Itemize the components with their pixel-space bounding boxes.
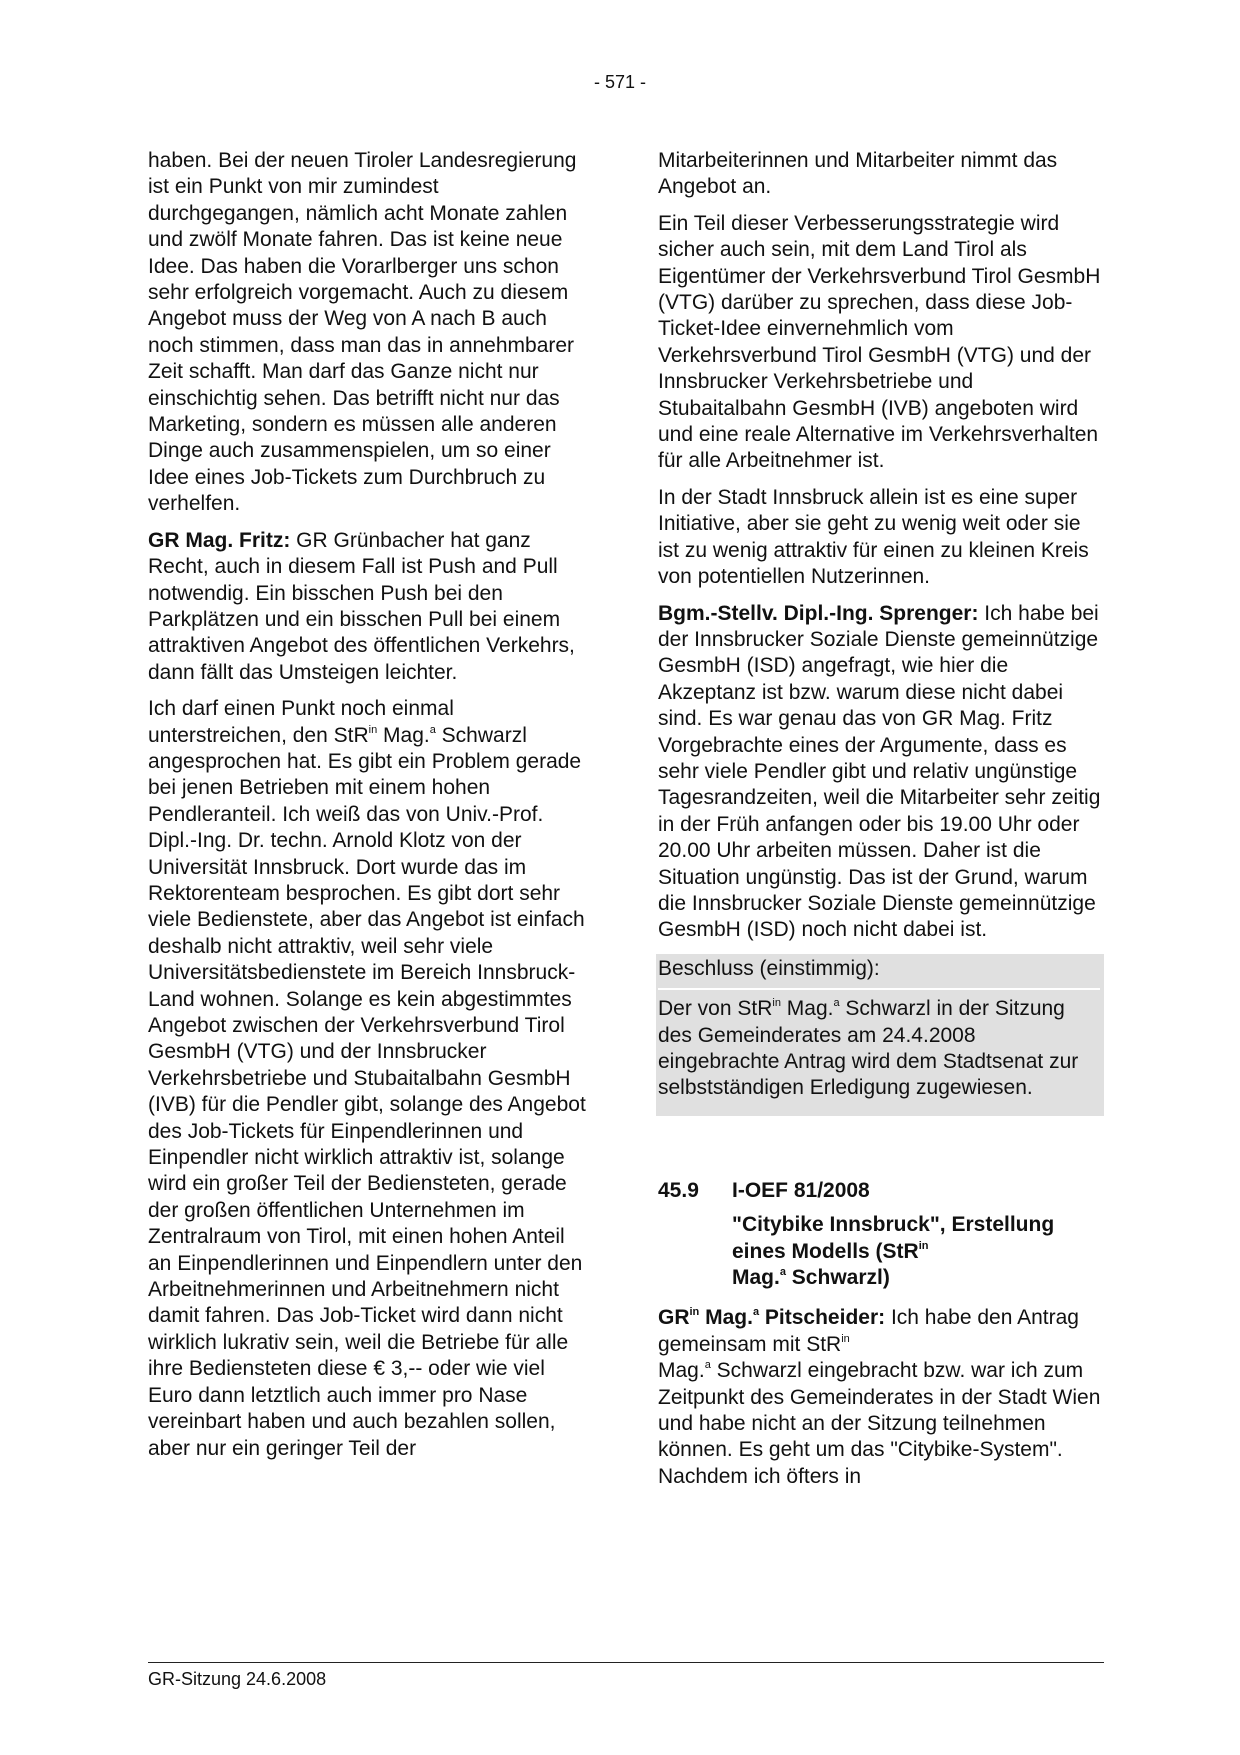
speaker-name: GR Mag. Fritz: xyxy=(148,528,291,552)
text-segment: Mag. xyxy=(732,1266,780,1290)
text-segment: "Citybike Innsbruck", Erstellung eines Modells (StR xyxy=(732,1213,1055,1263)
speech-sprenger xyxy=(658,601,1104,944)
speech-text: GR Grünbacher hat ganz Recht, auch in diesem Fall ist Push and Pull notwendig. Ein bisschen Push bei den Parkplätzen und ein bisschen Pull bei einem attraktiven Angebot des öffentlichen Verkehrs, dann fällt das Umsteigen leichter. xyxy=(148,528,575,684)
right-column xyxy=(658,148,1104,1500)
superscript: in xyxy=(841,1332,850,1345)
superscript: a xyxy=(779,1266,786,1279)
footer-divider xyxy=(148,1662,1104,1663)
decision-heading: Beschluss (einstimmig): xyxy=(658,956,1100,990)
text-segment: Ich habe den Antrag gemeinsam mit StR xyxy=(658,1306,1079,1356)
text-segment: Pitscheider: xyxy=(759,1306,886,1330)
text-segment: Ich darf einen Punkt noch einmal unterstreichen, den StR xyxy=(148,697,454,747)
speech-text: Ich habe bei der Innsbrucker Soziale Dienste gemeinnützige GesmbH (ISD) angefragt, wie hier die Akzeptanz ist bzw. warum diese nicht dabei sind. Es war genau das von GR Mag. Fritz Vorgebrachte eines der Argumente, dass es sehr viele Pendler gibt und relativ ungünstige Tagesrandzeiten, weil die Mitarbeiter sehr zeitig in der Früh anfangen oder bis 19.00 Uhr oder 20.00 Uhr arbeiten müssen. Daher ist die Situation ungünstig. Das ist der Grund, warum die Innsbrucker Soziale Dienste gemeinnützige GesmbH (ISD) noch nicht dabei ist. xyxy=(658,601,1101,942)
text-segment: Mag. xyxy=(377,723,430,747)
decision-text xyxy=(658,996,1100,1102)
text-segment: Schwarzl angesprochen hat. Es gibt ein Problem gerade bei jenen Betrieben mit einem hohen Pendleranteil. Ich weiß das von Univ.-Prof. Dipl.-Ing. Dr. techn. Arnold Klotz von der Universität Innsbruck. Dort wurde das im Rektorenteam besprochen. Es gibt dort sehr viele Bedienstete, aber das Angebot ist einfach deshalb nicht attraktiv, weil sehr viele Universitätsbedienstete im Bereich Innsbruck-Land wohnen. Solange es kein abgestimmtes Angebot zwischen der Verkehrsverbund Tirol GesmbH (VTG) und der Innsbrucker Verkehrsbetriebe und Stubaitalbahn GesmbH (IVB) für die Pendler gibt, solange des Angebot des Job-Tickets für Einpendlerinnen und Einpendler nicht wirklich attraktiv ist, solange wird ein großer Teil der Bediensteten, gerade der großen öffentlichen Unternehmen im Zentralraum von Tirol, mit einen hohen Anteil an Einpendlerinnen und Einpendlern unter den Arbeitnehmerinnen und Arbeitnehmern nicht damit fahren. Das Job-Ticket wird dann nicht wirklich lukrativ sein, weil die Betriebe für alle ihre Bediensteten diese € 3,-- oder wie viel Euro dann letztlich auch immer pro Nase vereinbart haben und auch bezahlen sollen, aber nur ein geringer Teil der xyxy=(148,723,586,1460)
superscript: in xyxy=(918,1239,929,1252)
footer-session-date: GR-Sitzung 24.6.2008 xyxy=(148,1669,327,1689)
text-segment: Mag. xyxy=(699,1306,753,1330)
text-segment: GR xyxy=(658,1306,690,1330)
paragraph: Ein Teil dieser Verbesserungsstrategie wird sicher auch sein, mit dem Land Tirol als Eigentümer der Verkehrsverbund Tirol GesmbH (VTG) darüber zu sprechen, dass diese Job-Ticket-Idee einvernehmlich vom Verkehrsverbund Tirol GesmbH (VTG) und der Innsbrucker Verkehrsbetriebe und Stubaitalbahn GesmbH (IVB) angeboten wird und eine reale Alternative im Verkehrsverhalten für alle Arbeitnehmer ist. xyxy=(658,211,1101,473)
text-segment: Mag. xyxy=(658,1359,705,1383)
text-segment: Schwarzl in der Sitzung des Gemeinderates am 24.4.2008 eingebrachte Antrag wird dem Stadtsenat zur selbstständigen Erledigung zugewiesen. xyxy=(658,997,1079,1100)
superscript: a xyxy=(833,997,840,1010)
page-number: - 571 - xyxy=(593,72,647,92)
superscript: a xyxy=(752,1306,760,1319)
speaker-name: Bgm.-Stellv. Dipl.-Ing. Sprenger: xyxy=(658,601,979,625)
paragraph: In der Stadt Innsbruck allein ist es eine super Initiative, aber sie geht zu wenig weit oder sie ist zu wenig attraktiv für einen zu kleinen Kreis von potentiellen Nutzerinnen. xyxy=(658,485,1089,589)
agenda-number: 45.9 xyxy=(658,1178,699,1202)
paragraph: haben. Bei der neuen Tiroler Landesregierung ist ein Punkt von mir zumindest durchgegangen, nämlich acht Monate zahlen und zwölf Monate fahren. Das ist keine neue Idee. Das haben die Vorarlberger uns schon sehr erfolgreich vorgemacht. Auch zu diesem Angebot muss der Weg von A nach B auch noch stimmen, dass man das in annehmbarer Zeit schafft. Man darf das Ganze nicht nur einschichtig sehen. Das betrifft nicht nur das Marketing, sondern es müssen alle anderen Dinge auch zusammenspielen, um so einer Idee eines Job-Tickets zum Durchbruch zu verhelfen. xyxy=(148,149,577,516)
agenda-title xyxy=(732,1212,1104,1291)
superscript: in xyxy=(368,723,378,736)
speaker-name xyxy=(658,1306,885,1329)
decision-box xyxy=(656,954,1104,1116)
speech-pitscheider xyxy=(658,1305,1104,1490)
speech-fritz xyxy=(148,528,588,686)
text-segment: Schwarzl) xyxy=(785,1266,890,1290)
paragraph xyxy=(148,696,588,1462)
agenda-item xyxy=(658,1178,1104,1292)
agenda-header xyxy=(658,1178,1104,1204)
text-segment: Mag. xyxy=(780,997,834,1021)
text-segment: Schwarzl eingebracht bzw. war ich zum Zeitpunkt des Gemeinderates in der Stadt Wien und habe nicht an der Sitzung teilnehmen können. Es geht um das "Citybike-System". Nachdem ich öfters in xyxy=(658,1359,1101,1488)
left-column xyxy=(148,148,588,1472)
superscript: in xyxy=(689,1306,700,1319)
agenda-code: I-OEF 81/2008 xyxy=(732,1178,870,1202)
text-segment: Der von StR xyxy=(658,997,773,1021)
superscript: in xyxy=(772,997,781,1010)
paragraph: Mitarbeiterinnen und Mitarbeiter nimmt das Angebot an. xyxy=(658,149,1058,199)
superscript: a xyxy=(429,723,436,736)
superscript: a xyxy=(704,1359,711,1372)
